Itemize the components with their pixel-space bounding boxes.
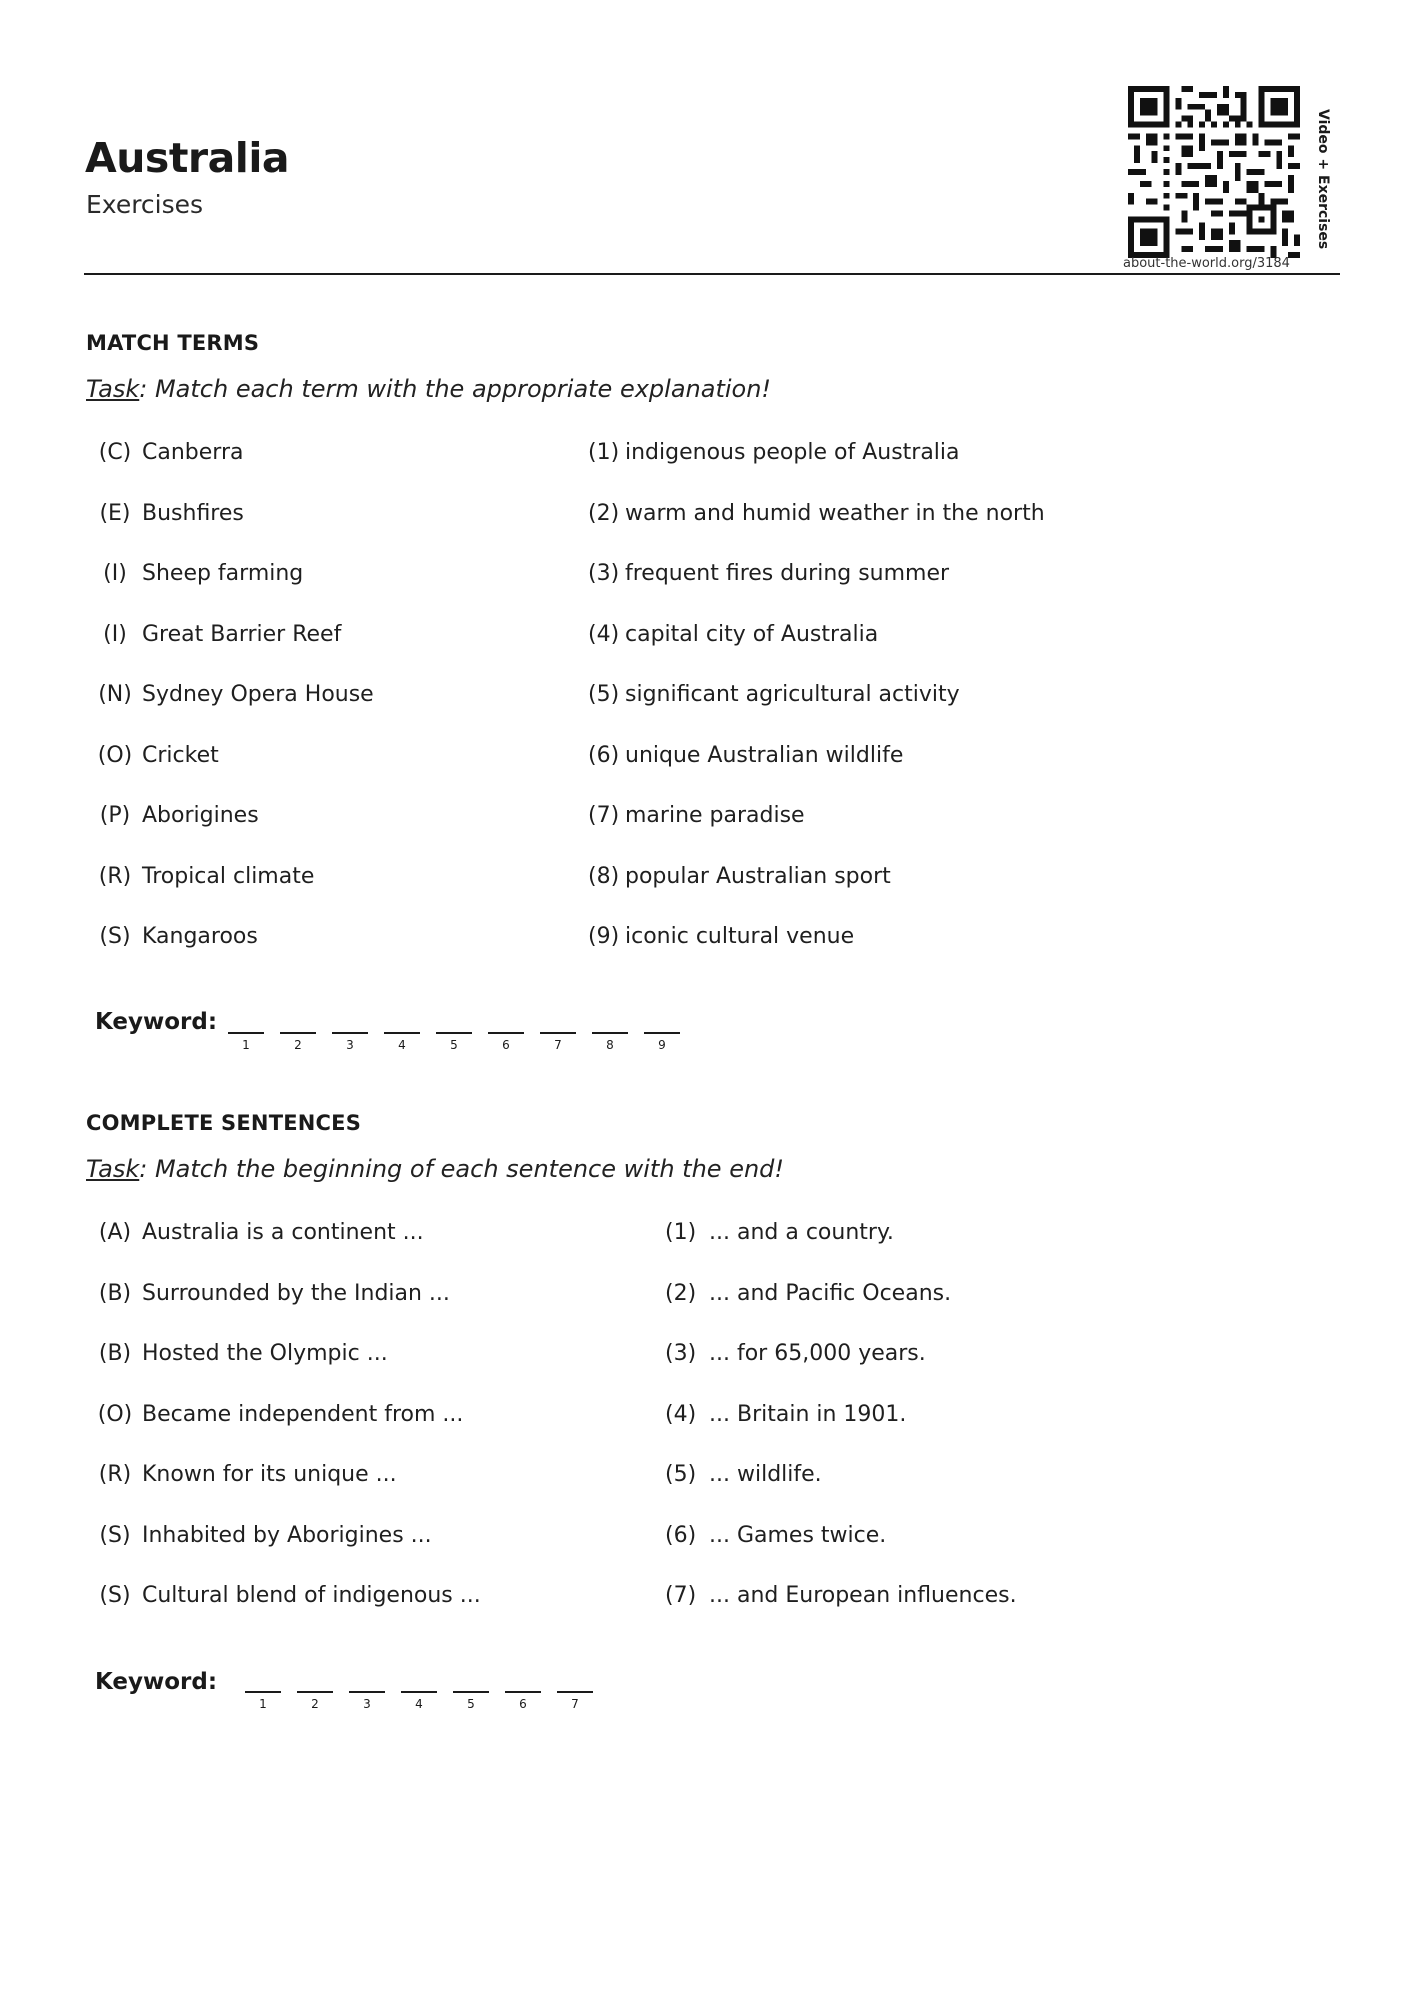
term-text: Tropical climate	[142, 863, 315, 889]
ending-number: (2)	[665, 1280, 697, 1306]
task-label: Task	[86, 1155, 140, 1183]
ending-number: (7)	[665, 1583, 697, 1608]
term-text: Sydney Opera House	[142, 682, 374, 707]
keyword-slot-number: 6	[502, 1038, 510, 1052]
term-letter: (S)	[99, 924, 131, 949]
keyword-blank[interactable]	[332, 1032, 368, 1034]
keyword-slot-number: 3	[363, 1697, 371, 1711]
keyword-blank[interactable]	[540, 1032, 576, 1034]
qr-url-text: about-the-world.org/3184	[1123, 256, 1290, 271]
sentence-letter: (A)	[98, 1220, 132, 1245]
explanation-text: warm and humid weather in the north	[625, 500, 1045, 526]
task-label: Task	[86, 375, 140, 403]
keyword-slot-number: 3	[346, 1038, 354, 1052]
qr-code[interactable]	[1128, 86, 1300, 258]
explanation-number: (3)	[588, 561, 620, 586]
sentence-beginning: Cultural blend of indigenous ...	[142, 1583, 481, 1608]
keyword-blank[interactable]	[401, 1691, 437, 1693]
keyword-slot-number: 7	[554, 1038, 562, 1052]
keyword-blank[interactable]	[349, 1691, 385, 1693]
page-subtitle: Exercises	[86, 190, 204, 219]
term-letter: (I)	[103, 621, 127, 647]
explanation-text: marine paradise	[625, 803, 805, 828]
sentence-letter: (R)	[98, 1462, 132, 1487]
sentence-letter: (S)	[99, 1583, 131, 1608]
keyword-slot-number: 7	[571, 1697, 579, 1711]
ending-number: (3)	[665, 1341, 697, 1366]
ending-number: (4)	[665, 1401, 697, 1427]
explanation-text: frequent fires during summer	[625, 561, 950, 586]
term-text: Cricket	[142, 742, 219, 768]
task-text: : Match the beginning of each sentence with the end!	[139, 1155, 785, 1183]
term-letter: (N)	[98, 682, 132, 707]
keyword-blank[interactable]	[505, 1691, 541, 1693]
explanation-number: (8)	[588, 863, 620, 889]
term-text: Great Barrier Reef	[142, 621, 342, 647]
keyword-slot-number: 2	[311, 1697, 319, 1711]
keyword-blank[interactable]	[453, 1691, 489, 1693]
explanation-text: significant agricultural activity	[625, 682, 960, 707]
explanation-number: (7)	[588, 803, 620, 828]
keyword-blank[interactable]	[557, 1691, 593, 1693]
explanation-number: (6)	[588, 742, 620, 768]
explanation-number: (1)	[588, 440, 620, 465]
keyword-blank[interactable]	[644, 1032, 680, 1034]
keyword-blank[interactable]	[245, 1691, 281, 1693]
explanation-text: capital city of Australia	[625, 621, 879, 647]
term-text: Canberra	[142, 440, 244, 465]
term-letter: (I)	[103, 561, 127, 586]
sentence-ending: ... Games twice.	[709, 1522, 887, 1548]
keyword-blank[interactable]	[280, 1032, 316, 1034]
term-letter: (C)	[98, 440, 132, 465]
term-letter: (P)	[99, 803, 131, 828]
sentence-letter: (S)	[99, 1522, 131, 1548]
keyword-slot-number: 5	[450, 1038, 458, 1052]
keyword-slot-number: 5	[467, 1697, 475, 1711]
keyword-label-1: Keyword:	[95, 1009, 218, 1035]
sentence-ending: ... and a country.	[709, 1220, 894, 1245]
term-letter: (E)	[99, 500, 131, 526]
sentence-beginning: Known for its unique ...	[142, 1462, 397, 1487]
explanation-text: indigenous people of Australia	[625, 440, 960, 465]
sentence-beginning: Australia is a continent ...	[142, 1220, 424, 1245]
task-instruction-complete-sentences	[86, 1155, 784, 1183]
keyword-blank[interactable]	[228, 1032, 264, 1034]
keyword-blank[interactable]	[297, 1691, 333, 1693]
sentence-beginning: Surrounded by the Indian ...	[142, 1280, 450, 1306]
keyword-slot-number: 1	[259, 1697, 267, 1711]
sentence-ending: ... for 65,000 years.	[709, 1341, 926, 1366]
term-text: Kangaroos	[142, 924, 258, 949]
keyword-slot-number: 9	[658, 1038, 666, 1052]
page-title: Australia	[85, 134, 290, 182]
task-instruction-match-terms	[86, 375, 771, 403]
sentence-ending: ... and Pacific Oceans.	[709, 1280, 952, 1306]
header-divider	[84, 273, 1340, 275]
ending-number: (6)	[665, 1522, 697, 1548]
keyword-blank[interactable]	[592, 1032, 628, 1034]
keyword-slot-number: 2	[294, 1038, 302, 1052]
keyword-slot-number: 8	[606, 1038, 614, 1052]
keyword-blank[interactable]	[488, 1032, 524, 1034]
video-exercises-label: Video + Exercises	[1315, 108, 1331, 250]
ending-number: (5)	[665, 1462, 697, 1487]
keyword-blank[interactable]	[384, 1032, 420, 1034]
keyword-slot-number: 6	[519, 1697, 527, 1711]
explanation-text: iconic cultural venue	[625, 924, 855, 949]
explanation-number: (5)	[588, 682, 620, 707]
sentence-ending: ... and European influences.	[709, 1583, 1017, 1608]
term-letter: (O)	[97, 742, 133, 768]
explanation-number: (4)	[588, 621, 620, 647]
explanation-text: unique Australian wildlife	[625, 742, 904, 768]
term-letter: (R)	[98, 863, 132, 889]
sentence-beginning: Inhabited by Aborigines ...	[142, 1522, 432, 1548]
explanation-number: (2)	[588, 500, 620, 526]
sentence-ending: ... wildlife.	[709, 1462, 822, 1487]
section-heading-match-terms: MATCH TERMS	[86, 331, 260, 355]
task-text: : Match each term with the appropriate explanation!	[139, 375, 772, 403]
term-text: Sheep farming	[142, 561, 304, 586]
term-text: Bushfires	[142, 500, 244, 526]
sentence-beginning: Became independent from ...	[142, 1401, 464, 1427]
term-text: Aborigines	[142, 803, 259, 828]
sentence-letter: (B)	[98, 1341, 132, 1366]
sentence-beginning: Hosted the Olympic ...	[142, 1341, 388, 1366]
keyword-slot-number: 4	[415, 1697, 423, 1711]
section-heading-complete-sentences: COMPLETE SENTENCES	[86, 1111, 362, 1135]
keyword-label-2: Keyword:	[95, 1669, 218, 1695]
keyword-slot-number: 4	[398, 1038, 406, 1052]
keyword-blank[interactable]	[436, 1032, 472, 1034]
sentence-letter: (B)	[98, 1280, 132, 1306]
keyword-slot-number: 1	[242, 1038, 250, 1052]
sentence-letter: (O)	[97, 1401, 133, 1427]
sentence-ending: ... Britain in 1901.	[709, 1401, 907, 1427]
ending-number: (1)	[665, 1220, 697, 1245]
explanation-number: (9)	[588, 924, 620, 949]
explanation-text: popular Australian sport	[625, 863, 891, 889]
